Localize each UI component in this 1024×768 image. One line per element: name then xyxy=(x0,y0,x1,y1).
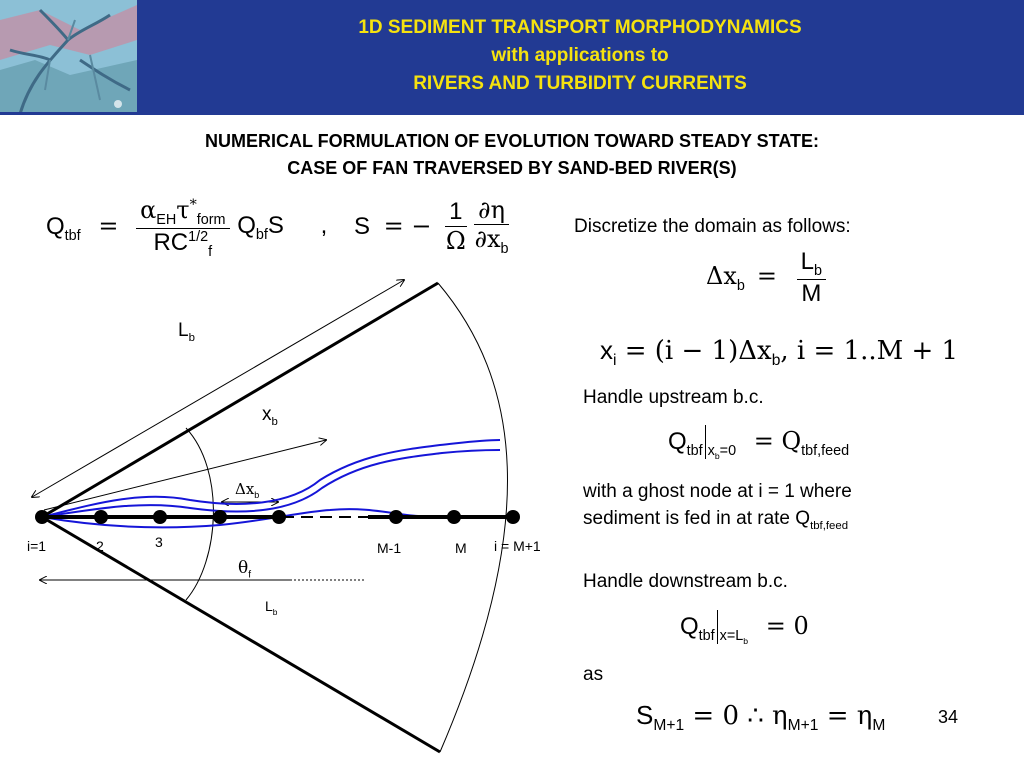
slope-fraction-1 xyxy=(445,198,466,255)
banner-divider xyxy=(0,112,1024,115)
theta-symbol: θ xyxy=(238,558,249,578)
up-eval: x xyxy=(707,442,715,459)
ghost-node-text: sediment is fed in at rate Q xyxy=(583,508,811,529)
down-eval: x=L xyxy=(719,627,744,644)
slope-fraction-2 xyxy=(474,196,509,257)
xi-subscript: i xyxy=(613,352,617,370)
xi-range: , i = 1..M + 1 xyxy=(780,336,959,366)
downstream-bc-equation xyxy=(680,610,809,646)
final-eq: = η xyxy=(826,701,873,731)
course-topic: RIVERS AND TURBIDITY CURRENTS xyxy=(413,73,747,94)
down-q-subscript: tbf xyxy=(698,627,715,644)
river-channel-2 xyxy=(42,450,500,517)
up-rhs: = Q xyxy=(753,427,802,455)
final-s: S xyxy=(636,700,654,730)
tau-subscript: form xyxy=(196,211,226,228)
xi-symbol: x xyxy=(600,335,613,365)
slope-lhs: S xyxy=(354,212,371,240)
down-eval-subscript: b xyxy=(743,635,749,646)
fan-inner-arc xyxy=(186,428,213,600)
dx-lhs: Δx xyxy=(706,262,737,290)
xb-subscript: b xyxy=(271,415,278,428)
dxb-label xyxy=(235,480,259,500)
theta-subscript: f xyxy=(248,569,252,581)
down-q-symbol: Q xyxy=(680,613,699,640)
dx-equation: $\Delta x_b$ = $\frac{L_b}{M}$ xyxy=(706,248,826,308)
dx-subscript: b xyxy=(500,240,509,257)
fan-diagram xyxy=(0,270,580,768)
node-label-m-1: M-1 xyxy=(377,540,402,556)
q-subscript: tbf xyxy=(64,227,81,244)
course-title: 1D SEDIMENT TRANSPORT MORPHODYNAMICS xyxy=(358,17,802,38)
slide-title: NUMERICAL FORMULATION OF EVOLUTION TOWARD STEADY STATE: xyxy=(205,131,819,151)
upstream-bc-equation xyxy=(668,425,849,461)
q-symbol: Q xyxy=(46,212,65,240)
node-5 xyxy=(272,510,286,524)
flux-fraction xyxy=(136,196,230,260)
up-q-subscript: tbf xyxy=(686,442,703,459)
node-2 xyxy=(94,510,108,524)
dx-numerator: L xyxy=(800,248,814,275)
node-position-equation xyxy=(600,335,958,370)
node-label-m-plus-1: i = M+1 xyxy=(494,538,541,554)
xb-label xyxy=(262,404,278,428)
node-label-1: i=1 xyxy=(27,538,47,554)
slide-subtitle: CASE OF FAN TRAVERSED BY SAND-BED RIVER(S) xyxy=(287,158,737,178)
xi-expression-subscript: b xyxy=(771,352,781,370)
lb-lower-symbol: L xyxy=(265,598,273,614)
node-label-m: M xyxy=(455,540,467,556)
node-4 xyxy=(213,510,227,524)
slope-equals: = − xyxy=(383,211,432,240)
logo xyxy=(0,0,137,114)
node-1 xyxy=(35,510,49,524)
alpha-subscript: EH xyxy=(156,211,177,228)
theta-label xyxy=(238,558,251,580)
lb-lower-label xyxy=(265,598,277,617)
node-m-plus-1 xyxy=(506,510,520,524)
rc-symbol: RC xyxy=(153,228,189,256)
slope-symbol: S xyxy=(267,212,284,240)
final-s-subscript: M+1 xyxy=(653,717,685,735)
down-rhs: = 0 xyxy=(765,612,809,640)
dxb-symbol: Δx xyxy=(235,480,255,498)
discretize-text: Discretize the domain as follows: xyxy=(574,216,851,237)
lb-upper-label xyxy=(178,320,195,344)
rc-subscript: f xyxy=(208,243,213,260)
upstream-bc-text: Handle upstream b.c. xyxy=(583,387,764,408)
qbf-subscript: bf xyxy=(255,227,268,244)
lb-lower-subscript: b xyxy=(272,606,278,617)
node-3 xyxy=(153,510,167,524)
equation-separator: , xyxy=(320,212,328,240)
course-subtitle: with applications to xyxy=(491,45,669,66)
node-m-1 xyxy=(389,510,403,524)
node-label-2: 2 xyxy=(96,538,104,554)
as-text: as xyxy=(583,664,604,685)
xb-symbol: x xyxy=(262,404,272,425)
ghost-node-subscript: tbf,feed xyxy=(810,519,849,532)
lb-upper-subscript: b xyxy=(188,331,195,344)
up-eval-tail: =0 xyxy=(719,442,737,459)
final-mid: = 0 ∴ η xyxy=(692,701,788,731)
alpha-symbol: α xyxy=(140,196,157,224)
tau-superscript: * xyxy=(189,197,197,213)
final-eta-subscript: M+1 xyxy=(787,717,819,735)
ghost-node-text-line2 xyxy=(583,507,848,538)
up-rhs-subscript: tbf,feed xyxy=(801,442,850,459)
header-banner xyxy=(0,0,1024,114)
node-label-3: 3 xyxy=(155,534,163,550)
final-eta2-subscript: M xyxy=(872,717,886,735)
dx-numerator-subscript: b xyxy=(814,262,823,279)
node-m xyxy=(447,510,461,524)
dxb-subscript: b xyxy=(254,490,260,500)
sediment-flux-equation: $Q_{tbf}$ = $\frac{\alpha_{EH}\tau^*_{form}}{RC^{1/2}_f}$ $Q_{bf}S$ , xyxy=(46,196,328,260)
tau-symbol: τ xyxy=(176,196,190,224)
rc-superscript: 1/2 xyxy=(188,228,209,245)
slide-number: 34 xyxy=(938,707,959,727)
qbf-symbol: Q xyxy=(237,212,256,240)
dx-fraction xyxy=(797,248,826,308)
deta-symbol: ∂η xyxy=(474,196,509,225)
downstream-bc-text: Handle downstream b.c. xyxy=(583,571,788,592)
omega-symbol: Ω xyxy=(445,226,466,255)
dx-denominator: M xyxy=(801,279,822,307)
ghost-node-text-line1: with a ghost node at i = 1 where xyxy=(583,481,852,502)
slope-numerator-1: 1 xyxy=(445,198,466,227)
downstream-condition-equation xyxy=(636,700,885,735)
xi-expression: = (i − 1)Δx xyxy=(624,336,772,366)
up-q-symbol: Q xyxy=(668,428,687,455)
dx-lhs-subscript: b xyxy=(736,277,745,294)
up-eval-subscript: b xyxy=(714,450,720,461)
dx-symbol: ∂x xyxy=(474,225,501,253)
slope-equation xyxy=(354,196,509,272)
lb-upper-symbol: L xyxy=(178,320,189,341)
